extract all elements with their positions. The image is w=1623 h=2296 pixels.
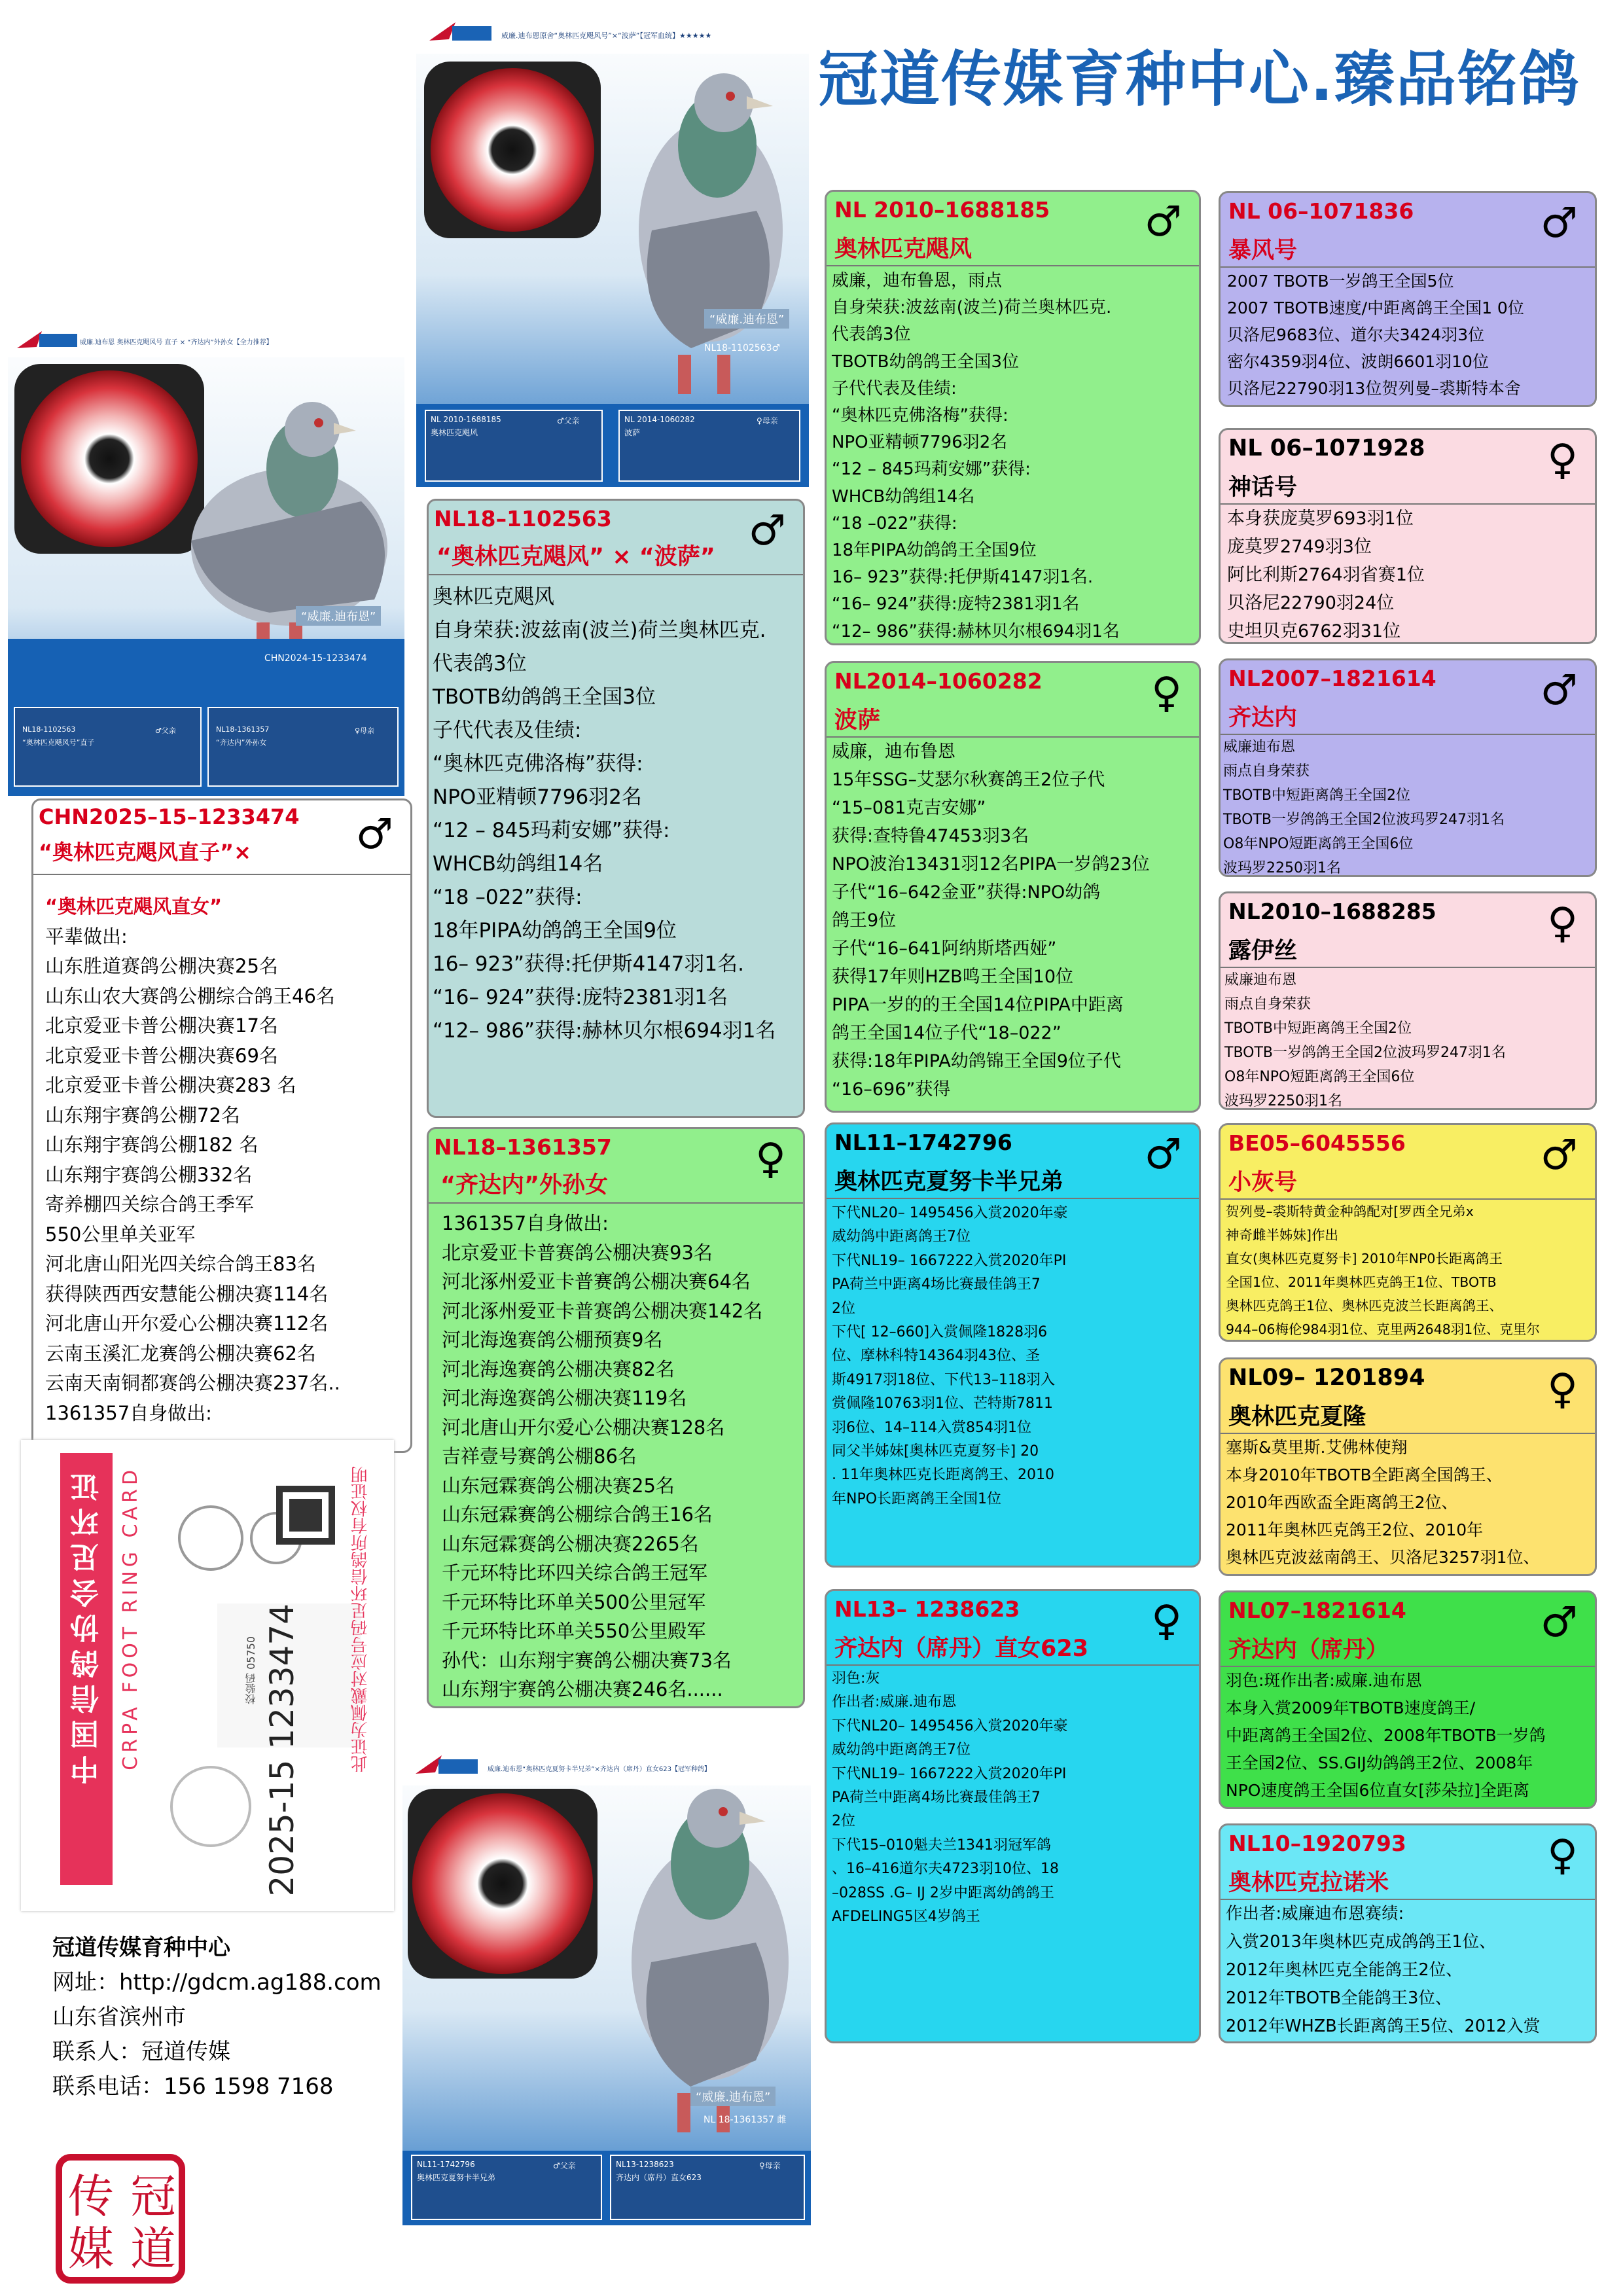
list-item: 自身荣获:波兹南(波兰)荷兰奥林匹克. [832,298,1112,318]
svg-text:道: 道 [130,2222,176,2276]
page-title: 冠道传媒育种中心.臻品铭鸽 [818,45,1580,115]
list-item: 15年SSG–艾瑟尔秋赛鸽王2位子代 [832,770,1105,790]
list-item: TBOTB一岁鸽鸽王全国2位波玛罗247羽1名 [1224,1045,1506,1061]
list-item: O8年NPO短距离鸽王全国6位 [1223,836,1414,852]
ring-number: NL18–1361357 [434,1134,612,1160]
list-item: 本身获庞莫罗693羽1位 [1227,509,1414,529]
list-item: 奥林匹克鸽王1位、奥林匹克波兰长距离鸽王、 [1226,1298,1503,1314]
list-item: 山东翔宇赛鸽公棚182 名 [45,1134,259,1156]
ring-number: NL2010–1688285 [1228,899,1436,924]
list-item: 入赏2013年奥林匹克成鸽鸽王1位、 [1226,1932,1496,1952]
list-item: 神奇雌半姊妹]作出 [1226,1227,1338,1243]
list-item: 2012年TBOTB全能鸽王3位、 [1226,1988,1452,2008]
list-item: 2007 TBOTB速度/中距离鸽王全国1 0位 [1227,298,1524,317]
pedigree-box-nl06-1071836 [1219,191,1597,407]
list-item: WHCB幼鸽组14名 [832,486,975,507]
pigeon-name: “齐达内”外孙女 [440,1172,609,1198]
ring-number: 2025-15 1233474 [263,1604,301,1897]
achievement-list [827,738,1199,1103]
list-item: 18年PIPA幼鸽鸽王全国9位 [433,919,677,942]
sex-female: ♀母亲 [759,2161,781,2170]
photo-header: 威廉.迪布恩原舍“奥林匹克飓风号”×“波萨”【冠军血统】★★★★★ [501,31,712,40]
pedigree-box-nl2010-1688185 [825,190,1201,645]
list-item: PA荷兰中距离4场比赛最佳鸽王7 [832,1276,1041,1293]
list-item: 寄养棚四关综合鸽王季军 [45,1193,255,1215]
ring-number: NL2007–1821614 [1228,666,1436,691]
list-item: 北京爱亚卡普公棚决赛69名 [45,1044,278,1067]
foot-ring-card [21,1440,394,1911]
list-item: 河北海逸赛鸽公棚预赛9名 [442,1329,663,1351]
list-item: 威廉迪布恩 [1223,739,1296,755]
list-item: TBOTB中短距离鸽王全国2位 [1224,1020,1412,1037]
list-item: 山东冠霖赛鸽公棚决赛2265名 [442,1532,699,1555]
list-item: 1361357自身做出: [442,1212,609,1234]
list-item: NPO波治13431羽12名PIPA一岁鸽23位 [832,854,1150,874]
achievement-list [827,1666,1199,1929]
list-item: 威廉，迪布鲁恩，雨点 [832,271,1003,291]
achievement-list [1221,1900,1595,2041]
list-item: 18年PIPA幼鸽鸽王全国9位 [832,541,1037,561]
female-icon: ♀ [1151,1597,1182,1645]
ring-number: NL2014–1060282 [834,668,1043,694]
pigeon-photo-card-left [8,325,404,796]
ring-number: CHN2025–15–1233474 [39,804,300,829]
list-item: 2012年WHZB长距离鸽王5位、2012入赏 [1226,2017,1541,2036]
mother-name: “齐达内”外孙女 [216,738,267,747]
female-icon: ♀ [1547,1831,1578,1880]
list-item: “奥林匹克飓风直女” [45,895,223,918]
list-item: 威廉，迪布鲁恩 [832,742,955,762]
list-item: 河北唐山阳光四关综合鸽王83名 [45,1253,316,1275]
list-item: 羽色:灰 [832,1670,880,1687]
list-item: PA荷兰中距离4场比赛最佳鸽王7 [832,1789,1041,1806]
list-item: PIPA一岁的的王全国14位PIPA中距离 [832,995,1124,1015]
sex-female: ♀母亲 [757,416,778,425]
sex-male: ♂父亲 [557,416,580,425]
father-name: 奥林匹克飓风 [431,428,478,437]
achievement-list [1221,268,1595,402]
list-item: 山东翔宇赛鸽公棚72名 [45,1103,240,1126]
list-item: 同父半姊妹[奥林匹克夏努卡] 20 [832,1443,1039,1460]
list-item: 平辈做出: [45,925,128,948]
contact-person: 联系人：冠道传媒 [52,2039,230,2065]
female-icon: ♀ [1151,669,1182,717]
list-item: 山东翔宇赛鸽公棚决赛246名...... [442,1678,723,1700]
list-item: 羽色:斑作出者:威廉.迪布恩 [1226,1671,1422,1690]
pigeon-name: 齐达内（席丹）直女623 [834,1636,1089,1662]
pigeon-name: 齐达内（席丹） [1228,1637,1389,1663]
photo-header: 威廉.迪布恩“奥林匹克夏努卡半兄弟”×齐达内（席丹）直女623【冠军种鸽】 [488,1766,711,1773]
list-item: O8年NPO短距离鸽王全国6位 [1224,1069,1415,1085]
list-item: TBOTB一岁鸽鸽王全国2位波玛罗247羽1名 [1223,812,1505,828]
list-item: 2位 [832,1300,855,1317]
ring-number: NL 06–1071836 [1228,198,1414,224]
male-icon: ♂ [1540,1131,1578,1179]
list-item: 、16–416道尔夫4723羽10位、18 [832,1861,1059,1878]
list-item: TBOTB中短距离鸽王全国2位 [1223,787,1410,804]
achievement-list [33,875,410,1428]
mother-ring: NL 2014-1060282 [624,415,695,424]
list-item: TBOTB幼鸽鸽王全国3位 [433,685,656,709]
list-item: 中距离鸽王全国2位、2008年TBOTB一岁鸽 [1226,1726,1546,1745]
list-item: 河北唐山开尔爱心公棚决赛128名 [442,1416,725,1439]
ring-number: NL09– 1201894 [1228,1365,1425,1391]
list-item: 下代[ 12–660]入赏佩隆1828羽6 [832,1324,1048,1341]
pigeon-photo-card-bottom [402,1746,811,2225]
list-item: 1361357自身做出: [45,1401,212,1424]
list-item: 2010年西欧盃全距离鸽王2位、 [1226,1493,1458,1512]
list-item: “16– 924”获得:庞特2381羽1名 [832,594,1080,615]
list-item: “15–081克吉安娜” [832,798,986,818]
list-item: 贝洛尼22790羽13位贺列曼–裘斯特本舍 [1227,379,1521,398]
female-icon: ♀ [1547,436,1578,484]
list-item: 鸽王全国14位子代“18–022” [832,1023,1061,1043]
list-item: –028SS .G– IJ 2岁中距离幼鸽鸽王 [832,1884,1054,1901]
list-item: 千元环特比环单关550公里殿军 [442,1620,706,1642]
list-item: 子代“16–642金亚”获得:NPO幼鸽 [832,882,1101,903]
contact-phone: 联系电话：156 1598 7168 [52,2073,334,2100]
list-item: 直女(奥林匹克夏努卡] 2010年NP0长距离鸽王 [1226,1251,1503,1266]
list-item: 2位 [832,1813,855,1830]
male-icon: ♂ [1540,666,1578,715]
pedigree-box-nl13-1238623 [825,1589,1201,2043]
father-name: “奥林匹克飓风号”直子 [22,738,95,747]
pedigree-box-nl2014-1060282 [825,661,1201,1113]
list-item: 威廉迪布恩 [1224,972,1297,988]
list-item: “奥林匹克佛洛梅”获得: [832,406,1008,426]
list-item: 雨点自身荣获 [1224,996,1311,1013]
list-item: 代表鸽3位 [832,325,911,345]
achievement-list [1221,968,1595,1110]
list-item: 944–06梅伦984羽1位、克里两2648羽1位、克里尔 [1226,1321,1540,1337]
ring-number: NL07–1821614 [1228,1598,1406,1623]
pedigree-box-nl09-1201894 [1219,1357,1597,1576]
list-item: 下代15–010魁夫兰1341羽冠军鸽 [832,1837,1051,1854]
list-item: 庞莫罗2749羽3位 [1227,537,1372,557]
list-item: 550公里单关亚军 [45,1223,196,1246]
ring-number: NL11–1742796 [834,1130,1012,1155]
father-ring: NL 2010-1688185 [431,415,501,424]
pigeon-name: 奥林匹克飓风 [834,236,972,262]
sex-male: ♂父亲 [553,2161,576,2170]
male-icon: ♂ [1540,199,1578,247]
list-item: NPO速度鸽王全国6位直女[莎朵拉]全距离 [1226,1781,1529,1800]
list-item: 本身2010年TBOTB全距离全国鸽王、 [1226,1465,1503,1484]
list-item: 山东胜道赛鸽公棚决赛25名 [45,955,278,977]
ring-card-warning: 此证为佩戴对应号码足环信鸽所有权证明 [351,1466,370,1772]
pedigree-box-nl2010-1688285 [1219,891,1597,1110]
list-item: 代表鸽3位 [433,652,527,675]
male-icon: ♂ [1540,1598,1578,1647]
list-item: AFDELING5区4岁鸽王 [832,1909,980,1926]
male-icon: ♂ [355,810,393,859]
list-item: 贺列曼–裘斯特黄金种鸽配对[罗西全兄弟x [1226,1204,1474,1219]
list-item: 山东冠霖赛鸽公棚综合鸽王16名 [442,1503,713,1526]
list-item: 鸽王9位 [832,910,897,931]
list-item: 年NPO长距离鸽王全国1位 [832,1490,1002,1507]
list-item: 北京爱亚卡普公棚决赛17名 [45,1014,278,1037]
female-icon: ♀ [1547,1365,1578,1414]
list-item: 波玛罗2250羽1名 [1224,1093,1342,1109]
list-item: 斯4917羽18位、下代13–118羽入 [832,1371,1055,1388]
sex-female: ♀母亲 [355,726,375,735]
pedigree-box-nl07-1821614 [1219,1590,1597,1809]
achievement-list [1221,1200,1595,1341]
list-item: 16– 923”获得:托伊斯4147羽1名. [433,952,744,976]
list-item: 获得:18年PIPA幼鸽锦王全国9位子代 [832,1051,1121,1071]
female-icon: ♀ [1547,899,1578,948]
pedigree-box-nl11-1742796 [825,1122,1201,1568]
ring-number: NL18–1102563 [434,506,612,531]
list-item: “16–696”获得 [832,1079,951,1100]
list-item: 获得17年则HZB鸣王全国10位 [832,967,1074,987]
male-icon: ♂ [1144,1130,1182,1179]
svg-text:冠: 冠 [130,2170,176,2223]
svg-text:传: 传 [68,2170,114,2223]
ring-number: NL10–1920793 [1228,1831,1406,1856]
list-item: 子代代表及佳绩: [832,378,957,399]
list-item: 2011年奥林匹克鸽王2位、2010年 [1226,1520,1484,1539]
achievement-list [1221,1434,1595,1571]
pigeon-name: 波萨 [834,708,881,734]
list-item: 子代“16–641阿纳斯塔西娅” [832,939,1057,959]
list-item: 位、摩林科特14364羽43位、圣 [832,1348,1040,1365]
pedigree-box-be05-6045556 [1219,1123,1597,1342]
list-item: “12– 986”获得:赫林贝尔根694羽1名 [433,1019,776,1043]
seal-stamp [55,2153,186,2284]
pedigree-box-chn2025 [31,798,412,1453]
achievement-list [429,575,803,1048]
list-item: 贝洛尼9683位、道尔夫3424羽3位 [1227,325,1485,344]
list-item: NPO亚精顿7796羽2名 [832,433,1008,453]
list-item: . 11年奥林匹克长距离鸽王、2010 [832,1467,1054,1484]
list-item: 本身入赏2009年TBOTB速度鸽王/ [1226,1698,1476,1717]
photo-header: 威廉.迪布恩 奥林匹克飓风号 直子 × “齐达内”外孙女【全力推荐】 [80,339,273,346]
pigeon-name: 暴风号 [1228,238,1298,264]
list-item: 河北涿州爱亚卡普赛鸽公棚决赛64名 [442,1270,751,1293]
list-item: 千元环特比环四关综合鸽王冠军 [442,1562,708,1584]
list-item: 北京爱亚卡普赛鸽公棚决赛93名 [442,1241,713,1264]
svg-text:媒: 媒 [68,2222,114,2276]
list-item: 2012年奥林匹克全能鸽王2位、 [1226,1960,1463,1980]
list-item: 塞斯&莫里斯.艾佛林使翔 [1226,1438,1408,1457]
achievement-list [827,266,1199,645]
mother-ring: NL18-1361357 [216,725,270,734]
ring-label: NL18-1102563♂ [704,343,781,353]
contact-name: 冠道传媒育种中心 [52,1935,230,1961]
list-item: WHCB幼鸽组14名 [433,852,603,876]
list-item: 云南玉溪汇龙赛鸽公棚决赛62名 [45,1342,316,1365]
list-item: 下代NL20– 1495456入赏2020年豪 [832,1717,1068,1734]
list-item: 北京爱亚卡普公棚决赛283 名 [45,1074,296,1096]
list-item: 王全国2位、SS.GIJ幼鸽鸽王2位、2008年 [1226,1753,1533,1772]
list-item: 阿比利斯2764羽省赛1位 [1227,565,1425,585]
father-ring: NL18-1102563 [22,725,76,734]
ring-card-subtitle: CRPA FOOT RING CARD [119,1466,142,1770]
ring-serial: 校验码 05750 [245,1636,257,1704]
list-item: 史坦贝克6762羽31位 [1227,621,1401,641]
achievement-list [1221,735,1595,877]
mother-name: 齐达内（席丹）直女623 [616,2173,702,2182]
pedigree-box-nl18-1102563 [427,499,805,1118]
pedigree-box-nl10-1920793 [1219,1823,1597,2043]
ring-label: NL 18-1361357 雌 [704,2115,787,2125]
list-item: 16– 923”获得:托伊斯4147羽1名. [832,567,1094,588]
list-item: 获得:查特鲁47453羽3名 [832,826,1029,846]
pigeon-photo-card-top [416,14,809,487]
list-item: 孙代：山东翔宇赛鸽公棚决赛73名 [442,1649,732,1672]
breed-label: “威廉.迪布恩” [296,606,381,626]
list-item: 自身荣获:波兹南(波兰)荷兰奥林匹克. [433,619,766,642]
list-item: 贝洛尼22790羽24位 [1227,593,1395,613]
ring-number: NL13– 1238623 [834,1596,1020,1622]
pigeon-name: “奥林匹克飓风直子”× [39,840,251,865]
list-item: 威幼鸽中距离鸽王7位 [832,1229,971,1246]
father-ring: NL11-1742796 [417,2160,475,2169]
contact-website: 网址：http://gdcm.ag188.com [52,1969,382,1996]
list-item: 雨点自身荣获 [1223,763,1310,780]
pigeon-name: 露伊丝 [1228,938,1298,964]
list-item: TBOTB幼鸽鸽王全国3位 [832,351,1019,372]
pigeon-name: 齐达内 [1228,705,1298,731]
breed-label: “威廉.迪布恩” [704,309,789,329]
list-item: 下代NL19– 1667222入赏2020年PI [832,1252,1067,1269]
ring-number: BE05–6045556 [1228,1130,1406,1156]
list-item: 2007 TBOTB一岁鸽王全国5位 [1227,272,1454,291]
ring-card-title: 中国信鸽协会足环证 [71,1466,104,1784]
list-item: “12 – 845玛莉安娜”获得: [433,819,670,842]
list-item: NPO亚精顿7796羽2名 [433,785,642,809]
list-item: “12– 986”获得:赫林贝尔根694羽1名 [832,621,1120,641]
list-item: 作出者:威廉迪布恩赛绩: [1226,1904,1404,1924]
list-item: “12 – 845玛莉安娜”获得: [832,459,1031,480]
list-item: 河北涿州爱亚卡普赛鸽公棚决赛142名 [442,1299,763,1322]
ring-label: CHN2024-15-1233474 [264,653,367,664]
list-item: 波玛罗2250羽1名 [1223,860,1341,876]
list-item: 山东冠霖赛鸽公棚决赛25名 [442,1474,675,1497]
list-item: 羽6位、14–114入赏854羽1位 [832,1419,1031,1436]
list-item: 威幼鸽中距离鸽王7位 [832,1742,971,1759]
list-item: 下代NL20– 1495456入赏2020年豪 [832,1205,1068,1221]
list-item: “18 –022”获得: [433,886,582,909]
list-item: 全国1位、2011年奥林匹克鸽王1位、TBOTB [1226,1274,1497,1290]
female-icon: ♀ [755,1135,786,1183]
list-item: 获得陕西西安慧能公棚决赛114名 [45,1282,329,1305]
ring-number: NL 2010–1688185 [834,197,1050,223]
list-item: “18 –022”获得: [832,513,957,533]
pigeon-name: 奥林匹克夏隆 [1228,1404,1366,1430]
achievement-list [1221,1667,1595,1804]
list-item: 赏佩隆10763羽1位、芒特斯7811 [832,1395,1053,1412]
pigeon-name: 奥林匹克拉诺米 [1228,1870,1389,1896]
list-item: 下代NL19– 1667222入赏2020年PI [832,1765,1067,1782]
list-item: 河北海逸赛鸽公棚决赛119名 [442,1387,687,1409]
breed-label: “威廉.迪布恩” [690,2087,776,2106]
list-item: 河北唐山开尔爱心公棚决赛112名 [45,1312,329,1335]
contact-address: 山东省滨州市 [52,2004,186,2030]
pigeon-name: 神话号 [1228,475,1298,501]
list-item: 作出者:威廉.迪布恩 [832,1694,957,1711]
list-item: 吉祥壹号赛鸽公棚86名 [442,1445,637,1467]
mother-name: 波萨 [624,428,641,437]
list-item: 密尔4359羽4位、波朗6601羽10位 [1227,352,1489,371]
father-name: 奥林匹克夏努卡半兄弟 [417,2173,496,2182]
contact-info [52,1931,393,2127]
ring-number: NL 06–1071928 [1228,435,1425,461]
list-item: 河北海逸赛鸽公棚决赛82名 [442,1357,675,1380]
achievement-list [827,1199,1199,1511]
achievement-list [429,1204,803,1704]
list-item: 山东翔宇赛鸽公棚332名 [45,1163,253,1186]
pigeon-name: 奥林匹克夏努卡半兄弟 [834,1169,1064,1195]
list-item: “奥林匹克佛洛梅”获得: [433,752,643,776]
achievement-list [1221,505,1595,644]
pedigree-box-nl06-1071928 [1219,428,1597,644]
list-item: 奥林匹克飓风 [433,585,554,609]
pigeon-name: “奥林匹克飓风” × “波萨” [437,544,715,570]
male-icon: ♂ [1144,198,1182,246]
sex-male: ♂父亲 [155,726,176,735]
list-item: 云南天南铜都赛鸽公棚决赛237名.. [45,1372,340,1394]
mother-ring: NL13-1238623 [616,2160,674,2169]
list-item: 奥林匹克波兹南鸽王、贝洛尼3257羽1位、 [1226,1548,1540,1567]
pedigree-box-nl2007-1821614 [1219,658,1597,877]
pigeon-name: 小灰号 [1228,1170,1298,1196]
list-item: 子代代表及佳绩: [433,719,582,742]
list-item: “16– 924”获得:庞特2381羽1名 [433,986,728,1009]
list-item: 千元环特比环单关500公里冠军 [442,1590,706,1613]
male-icon: ♂ [748,507,786,555]
pedigree-box-nl18-1361357 [427,1127,805,1708]
list-item: 山东山农大赛鸽公棚综合鸽王46名 [45,984,335,1007]
